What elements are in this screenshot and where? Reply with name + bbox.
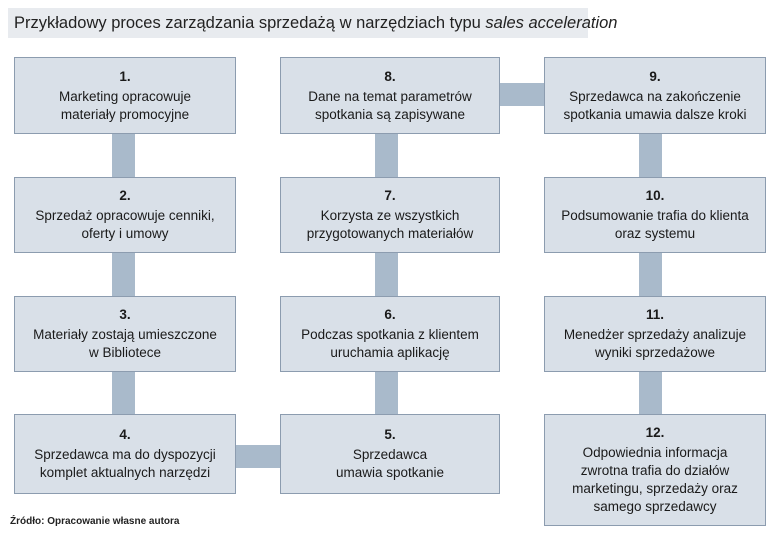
step-3-text: Materiały zostają umieszczone w Bibliotece bbox=[33, 327, 217, 360]
step-1-number: 1. bbox=[119, 68, 131, 84]
step-6-number: 6. bbox=[384, 307, 396, 322]
step-12-text: Odpowiednia informacja zwrotna trafia do działów marketingu, sprzedaży oraz samego sprzedawcy bbox=[572, 445, 738, 514]
step-11-box bbox=[544, 296, 766, 372]
step-7-box bbox=[280, 177, 500, 253]
connector-5-6 bbox=[375, 372, 398, 414]
step-11-number: 11. bbox=[645, 307, 665, 322]
step-9-text: Sprzedawca na zakończenie spotkania umawia dalsze kroki bbox=[563, 88, 747, 122]
step-6-text: Podczas spotkania z klientem uruchamia aplikację bbox=[301, 327, 479, 360]
step-8-text: Dane na temat parametrów spotkania są zapisywane bbox=[308, 88, 472, 122]
connector-4-5 bbox=[236, 445, 280, 468]
step-1-text: Marketing opracowuje materiały promocyjne bbox=[58, 88, 192, 122]
connector-3-4 bbox=[112, 372, 135, 414]
step-3-box bbox=[14, 296, 236, 372]
step-4-box bbox=[14, 414, 236, 494]
step-4-text: Sprzedawca ma do dyspozycji komplet aktualnych narzędzi bbox=[34, 447, 216, 480]
step-10-number: 10. bbox=[645, 188, 665, 203]
step-1-box bbox=[14, 57, 236, 134]
connector-1-2 bbox=[112, 134, 135, 177]
step-5-number: 5. bbox=[384, 427, 396, 442]
step-7-text: Korzysta ze wszystkich przygotowanych materiałów bbox=[306, 208, 474, 241]
connector-8-9 bbox=[500, 83, 544, 106]
step-2-number: 2. bbox=[119, 188, 131, 203]
title-main: Przykładowy proces zarządzania sprzedażą w narzędziach typu bbox=[14, 14, 486, 32]
step-2-text: Sprzedaż opracowuje cenniki, oferty i umowy bbox=[35, 208, 215, 241]
step-5-box bbox=[280, 414, 500, 494]
step-5-text: Sprzedawca umawia spotkanie bbox=[335, 447, 445, 480]
connector-2-3 bbox=[112, 253, 135, 296]
step-10-box bbox=[544, 177, 766, 253]
connector-7-8 bbox=[375, 134, 398, 177]
connector-11-12 bbox=[639, 372, 662, 414]
connector-6-7 bbox=[375, 253, 398, 296]
step-9-number: 9. bbox=[649, 68, 661, 84]
source-note: Źródło: Opracowanie własne autora bbox=[10, 516, 180, 527]
step-11-text: Menedżer sprzedaży analizuje wyniki sprzedażowe bbox=[563, 327, 747, 360]
step-10-text: Podsumowanie trafia do klienta oraz systemu bbox=[561, 208, 749, 241]
step-3-number: 3. bbox=[119, 307, 131, 322]
title-emphasis: sales acceleration bbox=[485, 14, 618, 32]
step-4-number: 4. bbox=[119, 427, 131, 442]
connector-9-10 bbox=[639, 134, 662, 177]
step-2-box bbox=[14, 177, 236, 253]
step-8-number: 8. bbox=[384, 68, 396, 84]
step-6-box bbox=[280, 296, 500, 372]
step-7-number: 7. bbox=[384, 188, 396, 203]
step-9-box bbox=[544, 57, 766, 134]
step-8-box bbox=[280, 57, 500, 134]
step-12-number: 12. bbox=[645, 425, 665, 440]
step-12-box bbox=[544, 414, 766, 526]
connector-10-11 bbox=[639, 253, 662, 296]
